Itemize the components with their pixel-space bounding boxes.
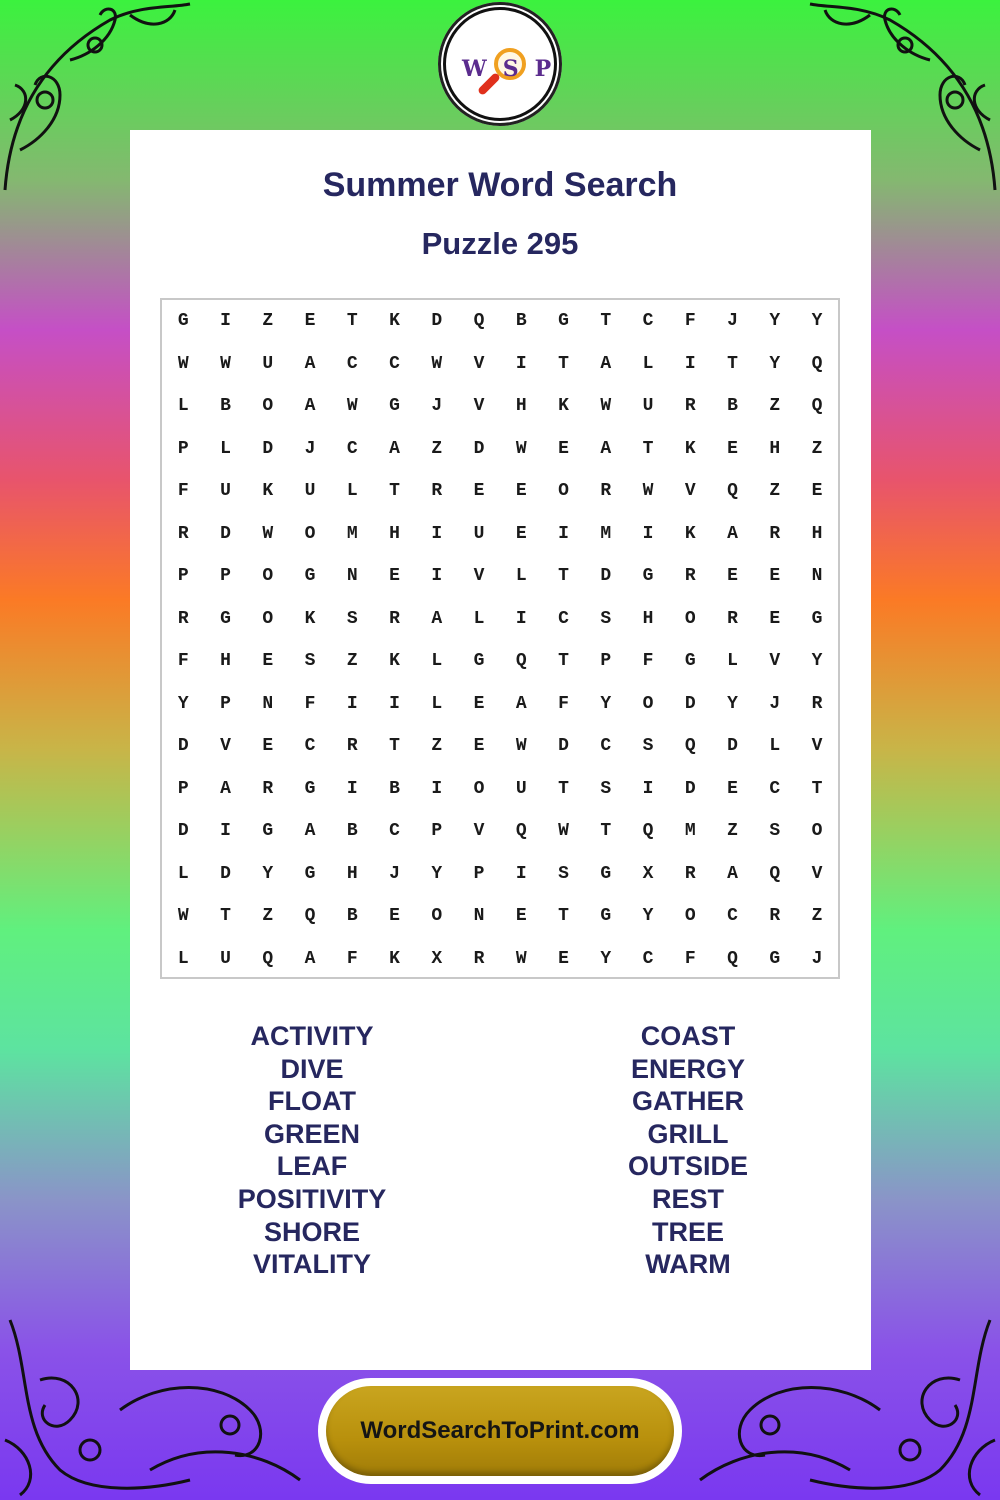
grid-cell[interactable]: F [177,651,189,671]
word-list-item: GRILL [647,1118,729,1149]
grid-cell[interactable]: G [177,311,189,331]
grid-cell[interactable]: O [304,523,316,544]
grid-cell[interactable]: G [304,566,316,586]
grid-cell[interactable]: Z [811,906,823,926]
grid-cell[interactable]: E [473,736,485,756]
grid-cell[interactable]: E [727,778,738,799]
grid-cell[interactable]: O [473,778,485,799]
grid-cell[interactable]: S [304,651,316,671]
grid-cell[interactable]: G [262,821,274,841]
grid-cell[interactable]: G [389,396,400,416]
grid-cell[interactable]: H [642,608,654,629]
grid-cell[interactable]: W [262,523,274,544]
grid-row [162,555,838,597]
grid-row [162,513,838,555]
grid-cell[interactable]: G [600,906,612,926]
word-list-item: ENERGY [630,1053,746,1084]
grid-cell[interactable]: N [811,566,823,586]
grid-cell[interactable]: T [811,778,823,799]
word-list-item: FLOAT [268,1086,356,1117]
grid-cell[interactable]: L [177,948,189,969]
grid-row [162,725,838,767]
grid-cell[interactable]: A [304,948,316,969]
grid-cell[interactable]: Q [727,948,738,969]
grid-row [162,640,838,682]
grid-cell[interactable]: Y [177,693,189,714]
grid-cell[interactable]: G [600,863,612,884]
grid-cell[interactable]: P [220,566,231,586]
grid-cell[interactable]: W [220,353,231,374]
grid-cell[interactable]: U [473,523,485,544]
grid-cell[interactable]: E [558,948,569,969]
grid-cell[interactable]: V [220,736,231,756]
grid-row [162,938,838,980]
grid-cell[interactable]: A [304,396,316,416]
grid-cell[interactable]: P [600,651,612,671]
letter-grid [160,298,840,979]
word-list-right [538,1020,838,1281]
grid-cell[interactable]: U [515,778,527,799]
grid-cell[interactable]: U [220,481,231,501]
word-list-item: DIVE [280,1053,344,1084]
grid-cell[interactable]: Y [811,311,823,331]
grid-cell[interactable]: E [473,481,485,501]
grid-cell[interactable]: R [769,906,781,926]
grid-cell[interactable]: C [346,353,358,374]
grid-cell[interactable]: J [811,948,823,969]
grid-cell[interactable]: G [642,566,654,586]
grid-cell[interactable]: P [177,566,189,586]
grid-cell[interactable]: D [558,736,569,756]
grid-cell[interactable]: G [473,651,485,671]
grid-cell[interactable]: D [177,821,189,841]
grid-cell[interactable]: Y [811,651,823,671]
grid-row [162,300,838,342]
grid-cell[interactable]: E [304,311,316,331]
grid-cell[interactable]: S [769,821,781,841]
grid-cell[interactable]: Y [600,693,612,714]
grid-cell[interactable]: I [220,311,231,331]
grid-cell[interactable]: K [389,311,400,331]
grid-cell[interactable]: I [642,778,654,799]
grid-cell[interactable]: S [558,863,569,884]
grid-cell[interactable]: K [304,608,316,629]
grid-cell[interactable]: A [515,693,527,714]
grid-cell[interactable]: D [262,438,274,459]
grid-cell[interactable]: R [177,523,189,544]
grid-cell[interactable]: Q [811,396,823,416]
grid-cell[interactable]: W [346,396,358,416]
grid-cell[interactable]: O [684,608,696,629]
word-list-item: GATHER [632,1086,744,1117]
grid-cell[interactable]: X [431,948,443,969]
grid-cell[interactable]: T [558,353,569,374]
grid-cell[interactable]: T [600,821,612,841]
grid-cell[interactable]: E [515,481,527,501]
page-title: Summer Word Search [322,166,678,204]
grid-cell[interactable]: D [600,566,612,586]
grid-cell[interactable]: E [262,651,274,671]
grid-cell[interactable]: L [431,693,443,714]
grid-cell[interactable]: I [431,566,443,586]
puzzle-number: Puzzle 295 [421,226,579,261]
grid-cell[interactable]: H [769,438,781,459]
grid-cell[interactable]: A [220,778,231,799]
grid-cell[interactable]: V [473,396,485,416]
word-list-item: REST [651,1183,724,1214]
grid-cell[interactable]: J [389,863,400,884]
grid-cell[interactable]: S [346,608,358,629]
grid-cell[interactable]: F [177,481,189,501]
grid-cell[interactable]: I [515,608,527,629]
grid-cell[interactable]: Y [769,311,781,331]
grid-cell[interactable]: D [431,311,443,331]
grid-cell[interactable]: C [600,736,612,756]
grid-cell[interactable]: I [642,523,654,544]
grid-row [162,470,838,512]
grid-cell[interactable]: T [346,311,358,331]
grid-row [162,768,838,810]
grid-cell[interactable]: T [558,566,569,586]
grid-cell[interactable]: K [389,948,400,969]
grid-cell[interactable]: G [811,608,823,629]
grid-cell[interactable]: Z [811,438,823,459]
grid-cell[interactable]: H [346,863,358,884]
grid-cell[interactable]: G [220,608,231,629]
grid-cell[interactable]: O [811,821,823,841]
website-button-face [326,1386,674,1476]
grid-cell[interactable]: I [346,693,358,714]
grid-cell[interactable]: R [600,481,612,501]
grid-cell[interactable]: W [515,438,527,459]
grid-cell[interactable]: Q [684,736,696,756]
word-list-item: TREE [651,1216,724,1247]
grid-cell[interactable]: E [515,523,527,544]
grid-cell[interactable]: M [600,523,612,544]
grid-cell[interactable]: H [515,396,527,416]
grid-cell[interactable]: Q [473,311,485,331]
grid-cell[interactable]: D [177,736,189,756]
grid-cell[interactable]: U [304,481,316,501]
grid-cell[interactable]: E [389,566,400,586]
grid-cell[interactable]: C [389,821,400,841]
grid-cell[interactable]: L [642,353,654,374]
grid-cell[interactable]: G [769,948,781,969]
grid-cell[interactable]: R [684,396,696,416]
grid-row [162,810,838,852]
grid-cell[interactable]: D [220,863,231,884]
grid-cell[interactable]: K [558,396,569,416]
grid-cell[interactable]: I [684,353,696,374]
grid-cell[interactable]: F [684,948,696,969]
grid-cell[interactable]: R [769,523,781,544]
grid-cell[interactable]: Y [769,353,781,374]
grid-cell[interactable]: G [558,311,569,331]
grid-cell[interactable]: Z [262,906,274,926]
grid-cell[interactable]: T [558,906,569,926]
grid-cell[interactable]: C [389,353,400,374]
grid-cell[interactable]: P [177,778,189,799]
grid-cell[interactable]: F [642,651,654,671]
grid-cell[interactable]: K [262,481,274,501]
grid-cell[interactable]: T [389,481,400,501]
grid-cell[interactable]: V [473,353,485,374]
grid-cell[interactable]: B [220,396,231,416]
grid-row [162,428,838,470]
grid-cell[interactable]: E [811,481,823,501]
grid-cell[interactable]: T [642,438,654,459]
grid-cell[interactable]: Q [642,821,654,841]
grid-cell[interactable]: A [431,608,443,629]
website-button[interactable] [318,1378,682,1484]
grid-cell[interactable]: O [642,693,654,714]
word-list-item: OUTSIDE [627,1151,748,1182]
grid-cell[interactable]: V [684,481,696,501]
grid-cell[interactable]: Y [262,863,274,884]
word-list-left [162,1020,462,1281]
grid-cell[interactable]: E [769,566,781,586]
grid-cell[interactable]: Z [769,396,781,416]
grid-cell[interactable]: N [262,693,274,714]
grid-cell[interactable]: Q [515,651,527,671]
grid-cell[interactable]: L [346,481,358,501]
website-label: WordSearchToPrint.com [360,1417,640,1444]
grid-cell[interactable]: L [220,438,231,459]
grid-cell[interactable]: R [684,863,696,884]
grid-cell[interactable]: I [431,523,443,544]
grid-cell[interactable]: M [346,523,358,544]
grid-cell[interactable]: Z [262,311,274,331]
grid-cell[interactable]: W [177,353,189,374]
grid-cell[interactable]: W [177,906,189,926]
grid-cell[interactable]: K [389,651,400,671]
grid-cell[interactable]: B [346,906,358,926]
grid-cell[interactable]: A [600,353,612,374]
grid-row [162,598,838,640]
grid-cell[interactable]: T [727,353,738,374]
logo-ring [443,7,568,121]
grid-cell[interactable]: C [558,608,569,629]
grid-cell[interactable]: Q [515,821,527,841]
grid-cell[interactable]: Z [727,821,738,841]
grid-cell[interactable]: A [600,438,612,459]
grid-cell[interactable]: C [346,438,358,459]
grid-cell[interactable]: D [684,693,696,714]
grid-cell[interactable]: H [811,523,823,544]
grid-cell[interactable]: E [727,438,738,459]
grid-cell[interactable]: Q [769,863,781,884]
grid-cell[interactable]: C [304,736,316,756]
grid-cell[interactable]: E [389,906,400,926]
grid-cell[interactable]: O [262,566,274,586]
grid-cell[interactable]: B [389,778,400,799]
grid-cell[interactable]: C [769,778,781,799]
word-list-item: ACTIVITY [250,1021,374,1051]
grid-cell[interactable]: Y [431,863,443,884]
grid-cell[interactable]: G [304,863,316,884]
grid-cell[interactable]: Q [727,481,738,501]
grid-cell[interactable]: S [600,608,612,629]
grid-cell[interactable]: K [684,438,696,459]
grid-cell[interactable]: I [431,778,443,799]
grid-cell[interactable]: V [473,566,485,586]
grid-cell[interactable]: C [642,948,654,969]
grid-cell[interactable]: A [727,523,738,544]
grid-cell[interactable]: V [811,863,823,884]
grid-cell[interactable]: O [262,608,274,629]
grid-cell[interactable]: T [558,651,569,671]
grid-cell[interactable]: R [431,481,443,501]
grid-cell[interactable]: R [389,608,400,629]
grid-cell[interactable]: L [431,651,443,671]
word-list-item: SHORE [263,1216,361,1247]
grid-row [162,895,838,937]
word-list-item: POSITIVITY [237,1183,387,1214]
grid-cell[interactable]: E [769,608,781,629]
grid-cell[interactable]: K [684,523,696,544]
grid-row [162,343,838,385]
grid-cell[interactable]: L [177,863,189,884]
grid-cell[interactable]: R [811,693,823,714]
grid-cell[interactable]: Q [304,906,316,926]
grid-cell[interactable]: T [220,906,231,926]
grid-cell[interactable]: P [177,438,189,459]
grid-cell[interactable]: D [473,438,485,459]
grid-cell[interactable]: L [727,651,738,671]
grid-cell[interactable]: W [558,821,569,841]
grid-cell[interactable]: X [642,863,654,884]
grid-cell[interactable]: I [346,778,358,799]
grid-cell[interactable]: Z [431,438,443,459]
grid-cell[interactable]: W [515,948,527,969]
grid-cell[interactable]: E [515,906,527,926]
grid-cell[interactable]: D [220,523,231,544]
grid-row [162,385,838,427]
grid-cell[interactable]: S [600,778,612,799]
grid-cell[interactable]: R [262,778,274,799]
grid-cell[interactable]: F [304,693,316,714]
grid-cell[interactable]: L [473,608,485,629]
grid-cell[interactable]: L [769,736,781,756]
grid-cell[interactable]: Z [431,736,443,756]
grid-cell[interactable]: C [727,906,738,926]
grid-cell[interactable]: Z [769,481,781,501]
grid-cell[interactable]: M [684,821,696,841]
grid-row [162,853,838,895]
grid-cell[interactable]: Q [262,948,274,969]
grid-cell[interactable]: E [473,693,485,714]
grid-cell[interactable]: T [600,311,612,331]
grid-cell[interactable]: W [600,396,612,416]
word-list-item: WARM [645,1249,731,1280]
grid-cell[interactable]: A [304,353,316,374]
word-list-item: GREEN [263,1118,361,1149]
grid-cell[interactable]: H [220,651,231,671]
grid-cell[interactable]: E [262,736,274,756]
word-list-item: COAST [640,1021,736,1051]
grid-cell[interactable]: W [515,736,527,756]
grid-cell[interactable]: P [220,693,231,714]
grid-cell[interactable]: V [473,821,485,841]
grid-cell[interactable]: W [431,353,443,374]
grid-cell[interactable]: O [431,906,443,926]
grid-cell[interactable]: B [515,311,527,331]
grid-cell[interactable]: U [642,396,654,416]
grid-cell[interactable]: R [346,736,358,756]
grid-cell[interactable]: Y [727,693,738,714]
grid-cell[interactable]: P [431,821,443,841]
grid-cell[interactable]: J [431,396,443,416]
grid-cell[interactable]: F [346,948,358,969]
grid-cell[interactable]: J [304,438,316,459]
wsp-logo[interactable] [438,2,568,126]
grid-cell[interactable]: I [389,693,400,714]
grid-cell[interactable]: F [684,311,696,331]
grid-cell[interactable]: J [769,693,781,714]
grid-cell[interactable]: D [684,778,696,799]
grid-cell[interactable]: L [177,396,189,416]
grid-cell[interactable]: L [515,566,527,586]
grid-cell[interactable]: I [220,821,231,841]
grid-row [162,683,838,725]
grid-cell[interactable]: V [811,736,823,756]
grid-cell[interactable]: O [262,396,274,416]
grid-cell[interactable]: G [684,651,696,671]
grid-cell[interactable]: E [727,566,738,586]
grid-cell[interactable]: B [727,396,738,416]
grid-cell[interactable]: G [304,778,316,799]
grid-cell[interactable]: U [262,353,274,374]
grid-cell[interactable]: O [558,481,569,501]
grid-cell[interactable]: J [727,311,738,331]
grid-cell[interactable]: V [769,651,781,671]
grid-cell[interactable]: B [346,821,358,841]
logo-text: WSP [462,56,568,82]
grid-cell[interactable]: Y [600,948,612,969]
word-list-item: LEAF [276,1151,348,1182]
grid-cell[interactable]: Q [811,353,823,374]
word-list-item: VITALITY [253,1249,371,1280]
grid-cell[interactable]: R [727,608,738,629]
grid-cell[interactable]: R [684,566,696,586]
grid-cell[interactable]: Z [346,651,358,671]
grid-cell[interactable]: T [389,736,400,756]
grid-cell[interactable]: P [473,863,485,884]
grid-cell[interactable]: I [515,863,527,884]
grid-cell[interactable]: N [346,566,358,586]
grid-cell[interactable]: C [642,311,654,331]
grid-cell[interactable]: R [473,948,485,969]
grid-cell[interactable]: A [727,863,738,884]
grid-cell[interactable]: O [684,906,696,926]
grid-cell[interactable]: H [389,523,400,544]
grid-cell[interactable]: I [515,353,527,374]
grid-cell[interactable]: E [558,438,569,459]
grid-cell[interactable]: Y [642,906,654,926]
grid-cell[interactable]: U [220,948,231,969]
grid-cell[interactable]: N [473,906,485,926]
grid-cell[interactable]: S [642,736,654,756]
grid-cell[interactable]: I [558,523,569,544]
grid-cell[interactable]: A [389,438,400,459]
grid-cell[interactable]: R [177,608,189,629]
grid-cell[interactable]: W [642,481,654,501]
grid-cell[interactable]: T [558,778,569,799]
grid-cell[interactable]: A [304,821,316,841]
grid-cell[interactable]: D [727,736,738,756]
grid-cell[interactable]: F [558,693,569,714]
